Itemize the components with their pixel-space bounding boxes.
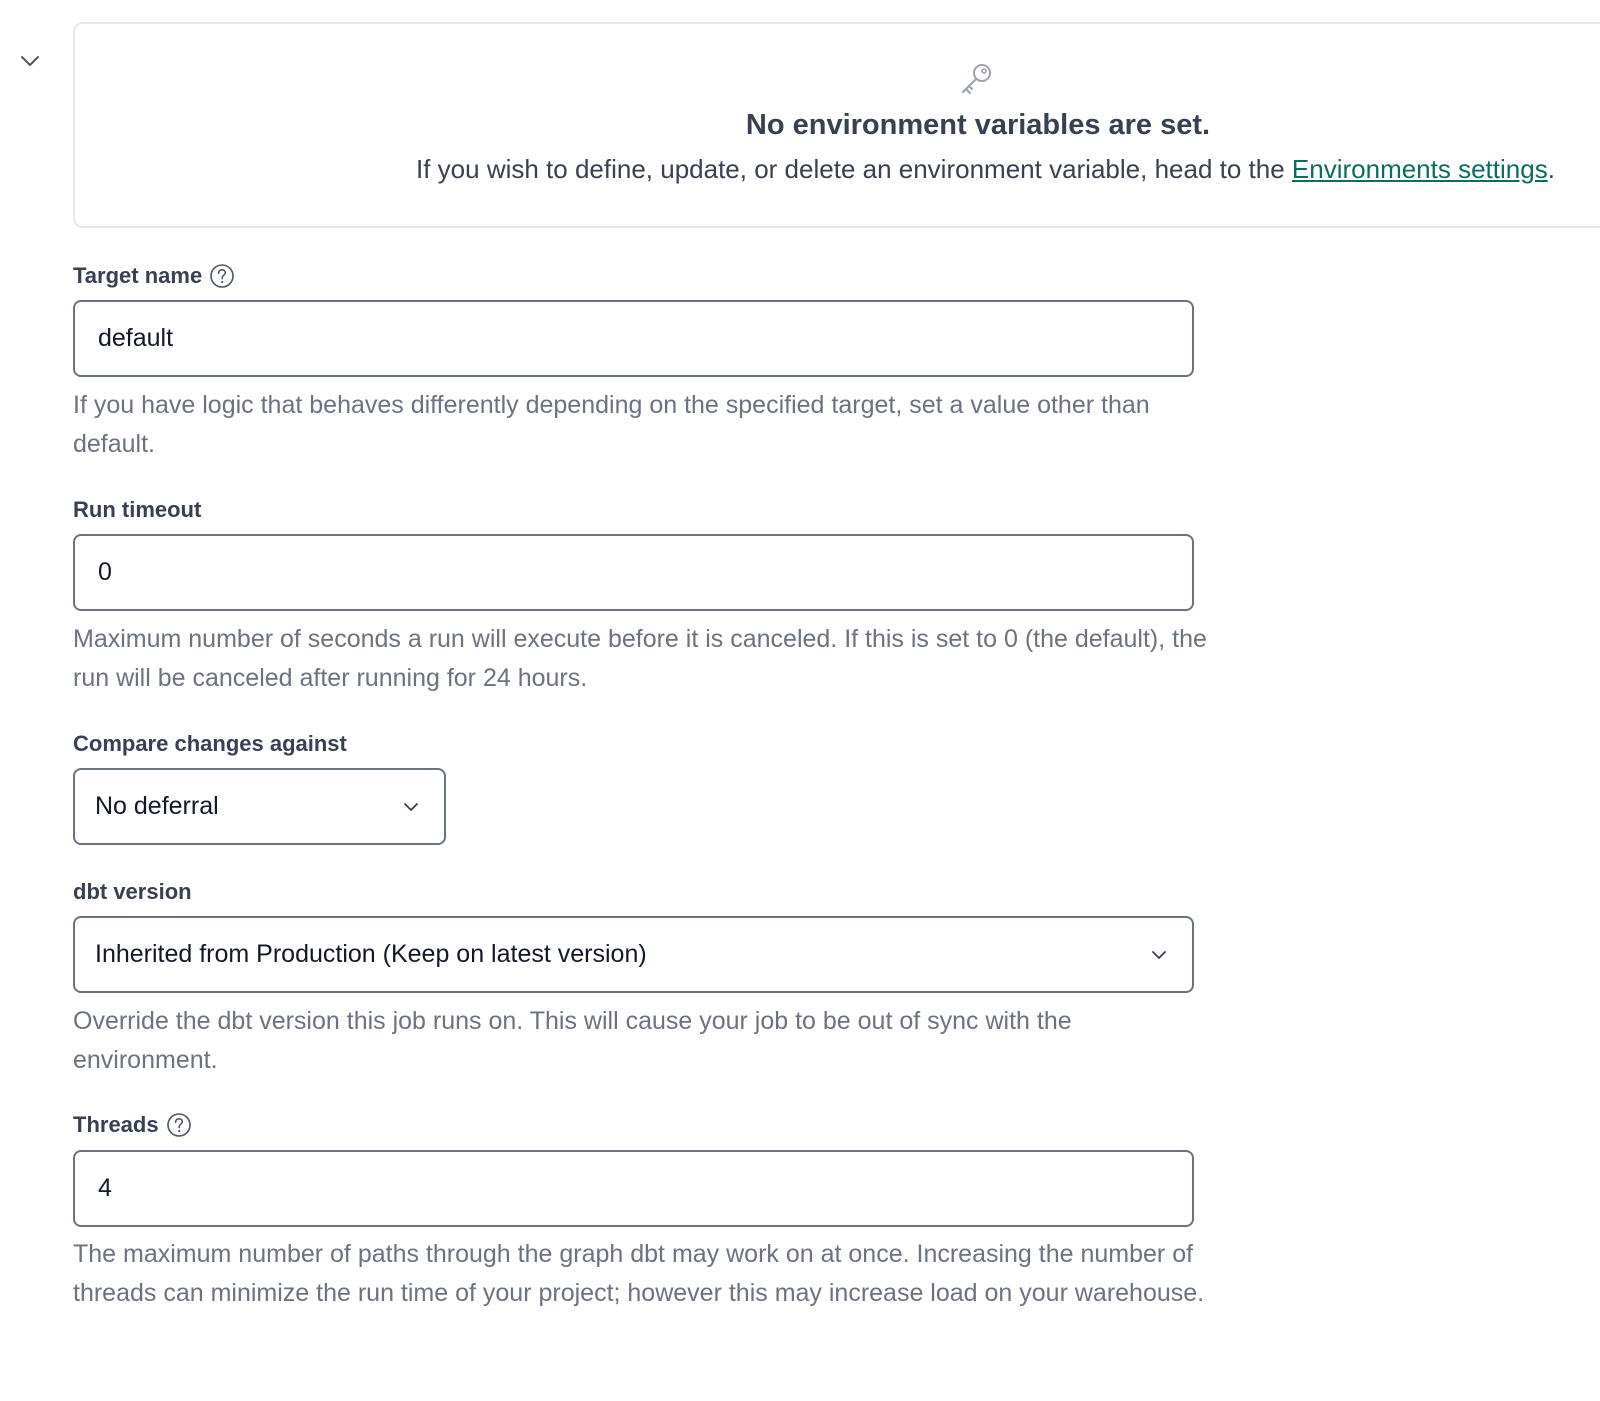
dbt-version-help: Override the dbt version this job runs on. This will cause your job to be out of sync with the environment. (73, 1007, 1072, 1074)
empty-state-text: If you wish to define, update, or delete an environment variable, head to the (416, 154, 1292, 184)
compare-changes-label-text: Compare changes against (73, 731, 347, 756)
dbt-version-select[interactable] (73, 916, 1194, 993)
threads-label-text: Threads (73, 1112, 159, 1137)
chevron-down-icon (1149, 945, 1169, 965)
help-icon[interactable] (166, 1112, 192, 1138)
environments-settings-link[interactable]: Environments settings (1291, 154, 1548, 184)
compare-changes-select[interactable] (73, 768, 446, 845)
dbt-version-selected: Inherited from Production (Keep on latest version) (95, 940, 647, 968)
empty-state-period: . (1547, 154, 1555, 184)
target-name-help: If you have logic that behaves differently depending on the specified target, set a value other than default. (73, 391, 1150, 458)
dbt-version-label (73, 879, 192, 905)
target-name-label (73, 263, 235, 289)
empty-state-description (416, 154, 1555, 185)
run-timeout-label-text: Run timeout (73, 497, 202, 522)
key-icon (958, 60, 996, 98)
run-timeout-label (73, 497, 201, 523)
chevron-down-icon[interactable] (19, 50, 41, 72)
help-icon[interactable] (209, 263, 235, 289)
run-timeout-help: Maximum number of seconds a run will execute before it is canceled. If this is set to 0 (the default), the run will be canceled after running for 24 hours. (73, 625, 1207, 692)
threads-label (73, 1112, 192, 1138)
target-name-label-text: Target name (73, 263, 203, 288)
compare-changes-selected: No deferral (95, 792, 219, 820)
target-name-input[interactable] (73, 300, 1194, 377)
empty-state-title: No environment variables are set. (745, 109, 1211, 141)
threads-input[interactable] (73, 1150, 1194, 1227)
dbt-version-label-text: dbt version (73, 879, 192, 904)
compare-changes-label (73, 731, 347, 757)
threads-help: The maximum number of paths through the graph dbt may work on at once. Increasing the number of threads can minimize the run time of your project; however this may increase load on your warehouse. (73, 1240, 1205, 1307)
chevron-down-icon (401, 797, 421, 817)
run-timeout-input[interactable] (73, 534, 1194, 611)
